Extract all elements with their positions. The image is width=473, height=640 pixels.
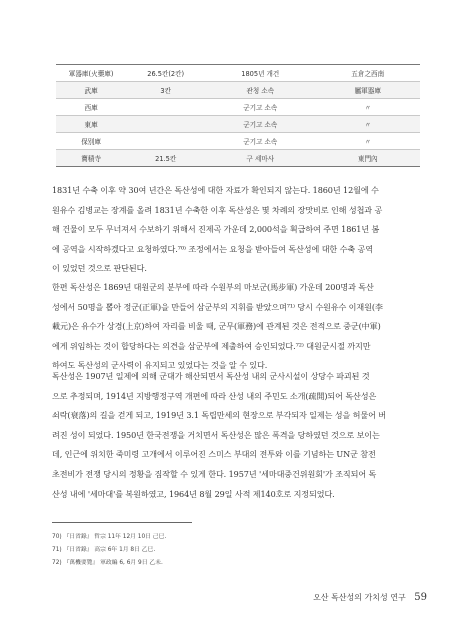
- table-cell: 관청 소속: [205, 82, 315, 99]
- table-cell: [126, 116, 205, 133]
- page-number: 59: [414, 592, 427, 603]
- paragraph-1: [52, 181, 422, 279]
- table-cell: 3칸: [126, 82, 205, 99]
- table-cell: 寶積寺: [56, 150, 126, 167]
- page-footer: [313, 592, 427, 603]
- table-cell: 屬軍器庫: [316, 82, 421, 99]
- table-cell: 西庫: [56, 99, 126, 116]
- paragraph-2: [52, 278, 422, 376]
- table-cell: 1805년 개건: [205, 65, 315, 82]
- table-cell: 26.5칸(2칸): [126, 65, 205, 82]
- table-row: [56, 65, 420, 82]
- table-cell: 구 세마사: [205, 150, 315, 167]
- table-cell: 군기고 소속: [205, 99, 315, 116]
- table-cell: 軍器庫(火藥庫): [56, 65, 126, 82]
- table-row: [56, 99, 420, 116]
- text-line: 으로 추정되며, 1914년 지방행정구역 개편에 따라 산성 내의 주민도 소개(疏開)되어 독산성은: [52, 390, 377, 401]
- table-cell: 〃: [316, 116, 421, 133]
- paragraph-3: [52, 367, 422, 504]
- table-cell: 武庫: [56, 82, 126, 99]
- table-cell: 五倉之西南: [316, 65, 421, 82]
- table-row: [56, 150, 420, 167]
- table-cell: 21.5칸: [126, 150, 205, 167]
- table-row: [56, 116, 420, 133]
- footnote-72: 72) 『萬機要覽』 軍政編 6, 6月 9日 乙未.: [52, 559, 163, 566]
- table-row: [56, 82, 420, 99]
- text-line: 데, 인근에 위치한 죽미령 고개에서 이루어진 스미스 부대의 전투와 이를 기념하는 UN군 참전: [52, 449, 376, 460]
- table-cell: 保別庫: [56, 133, 126, 150]
- table-cell: [126, 133, 205, 150]
- running-title: 오산 독산성의 가치성 연구: [313, 593, 406, 602]
- footnote-71: 71) 『日省錄』 高宗 6年 1月 8日 乙巳.: [52, 546, 156, 553]
- text-line: 1831년 수축 이후 약 30여 년간은 독산성에 대한 자료가 확인되지 않는다. 1860년 12월에 수: [52, 185, 379, 195]
- table-row: [56, 133, 420, 150]
- table-cell: 군기고 소속: [205, 133, 315, 150]
- text-line: 독산성은 1907년 일제에 의해 군대가 해산되면서 독산성 내의 군사시설이 상당수 파괴된 것: [52, 371, 370, 381]
- text-line: 이 있었던 것으로 판단된다.: [52, 263, 147, 274]
- text-line: 초전비가 전쟁 당시의 정황을 짐작할 수 있게 한다. 1957년 '세마대중건위원회'가 조직되어 독: [52, 468, 377, 479]
- text-line: 載元)은 유수가 상경(上京)하여 자리를 비울 때, 군무(軍務)에 관계된 것은 전적으로 중군(中軍): [52, 321, 381, 332]
- text-line: 에 공역을 시작하겠다고 요청하였다.⁷⁰⁾ 조정에서는 요청을 받아들여 독산성에 대한 수축 공역: [52, 243, 373, 254]
- footnote-divider: [52, 522, 192, 523]
- text-line: 에게 위임하는 것이 합당하다는 의견을 삼군부에 제출하여 승인되었다.⁷²⁾ 대원군시절 까지만: [52, 340, 371, 351]
- text-line: 하여도 독산성의 군사력이 유지되고 있었다는 것을 알 수 있다.: [52, 360, 268, 371]
- text-line: 려진 성이 되었다. 1950년 한국전쟁을 거치면서 독산성은 많은 폭격을 당하였던 것으로 보이는: [52, 429, 380, 440]
- text-line: 산성 내에 '세마대'를 복원하였고, 1964년 8월 29일 사적 제140호로 지정되었다.: [52, 488, 335, 499]
- table-cell: 東門內: [316, 150, 421, 167]
- table-cell: 군기고 소속: [205, 116, 315, 133]
- facilities-table: [56, 64, 420, 167]
- text-line: 원유수 김병교는 장계를 올려 1831년 수축한 이후 독산성은 몇 차례의 장맛비로 인해 성첩과 공: [52, 204, 383, 215]
- text-line: 해 건물이 모두 무너져서 수보하기 위해서 진제곡 가운데 2,000석을 획급하여 주면 1861년 봄: [52, 224, 380, 235]
- text-line: 한편 독산성은 1869년 대원군의 분부에 따라 수원부의 마보군(馬步軍) 가운데 200명과 독산: [52, 282, 374, 292]
- text-line: 쇠락(衰落)의 길을 걷게 되고, 1919년 3.1 독립만세의 현장으로 부각되자 일제는 성을 허물어 버: [52, 410, 387, 421]
- footnotes: [52, 531, 166, 569]
- table-cell: [126, 99, 205, 116]
- table-cell: 〃: [316, 133, 421, 150]
- table-cell: 東庫: [56, 116, 126, 133]
- table-cell: 〃: [316, 99, 421, 116]
- text-line: 성에서 50명을 뽑아 정군(正軍)을 만들어 삼군부의 지휘를 받았으며⁷¹⁾ 당시 수원유수 이재원(李: [52, 301, 383, 312]
- footnote-70: 70) 『日省錄』 哲宗 11年 12月 10日 己巳.: [52, 534, 167, 540]
